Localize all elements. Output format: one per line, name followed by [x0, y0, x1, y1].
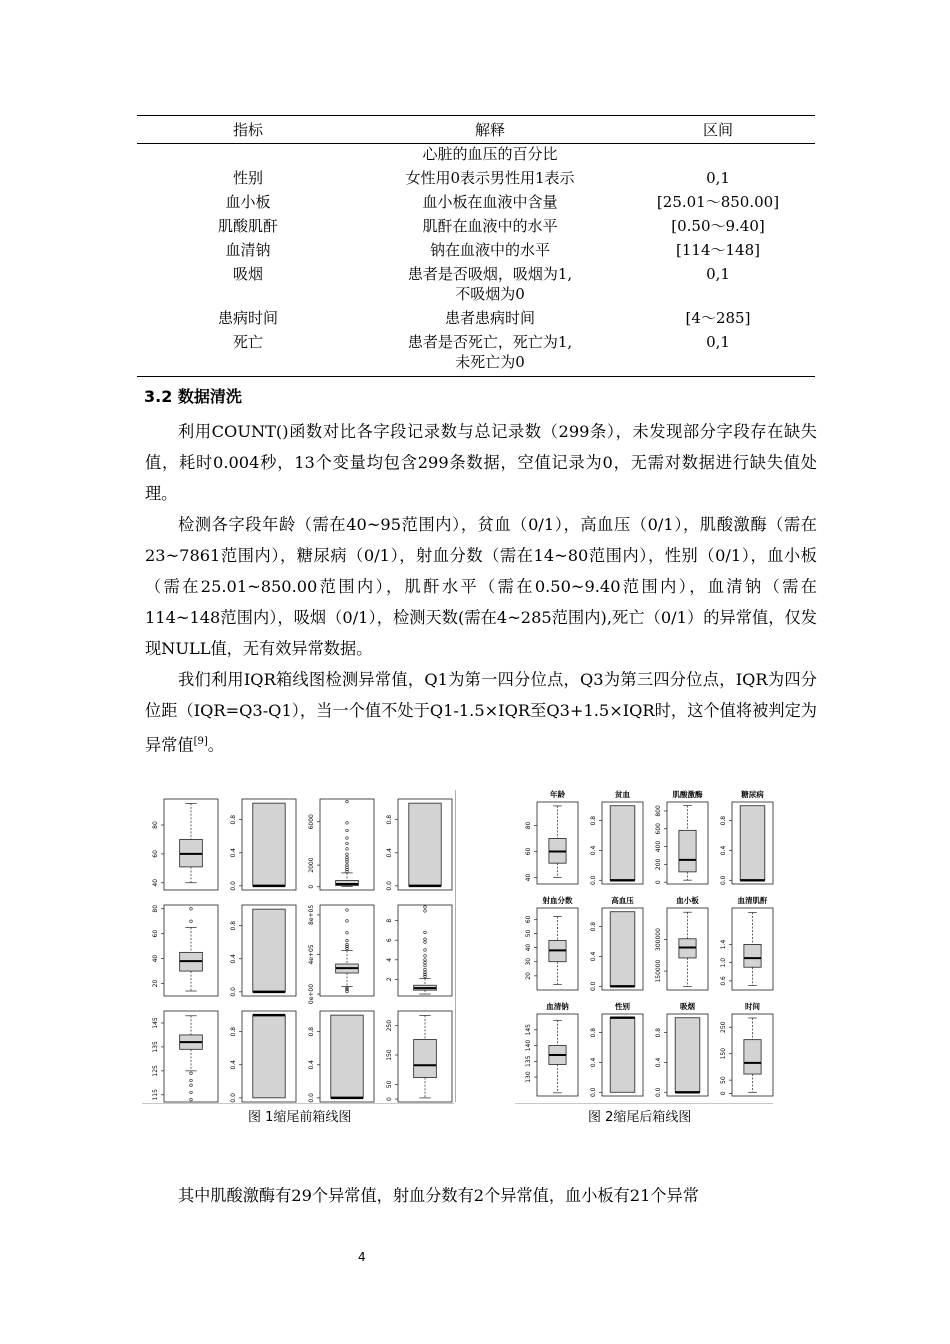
axis-tick-label: 0.0: [230, 987, 237, 997]
axis-tick-label: 250: [386, 1019, 393, 1032]
panel-title: 高血压: [611, 896, 634, 905]
outlier-point: [190, 920, 193, 923]
panel-title: 糖尿病: [741, 790, 764, 799]
panel-title: 血清肌酐: [737, 896, 768, 905]
boxplot-panel: [655, 1001, 708, 1097]
axis-tick-label: 0.4: [230, 1059, 237, 1070]
table-row: [137, 264, 815, 308]
figure-2-boxplots: [515, 788, 777, 1104]
axis-tick-label: 4e+05: [308, 944, 315, 965]
panel-title: 肌酸激酶: [672, 790, 703, 799]
table-row: [137, 332, 815, 377]
figure-1-rule: [142, 1103, 454, 1104]
cell-explanation-line: 血小板在血液中含量: [422, 193, 558, 211]
cell-explanation: [359, 264, 621, 308]
paragraph-3: [145, 664, 817, 760]
boxplot-panel: [230, 905, 296, 997]
cell-explanation: [359, 240, 621, 264]
cell-explanation-line: 患者是否吸烟，吸烟为1,: [407, 265, 573, 283]
axis-tick-label: 0.4: [230, 847, 237, 858]
boxplot-panel: [386, 799, 452, 891]
panel-title: 时间: [745, 1002, 760, 1011]
table-row: [137, 192, 815, 216]
cell-explanation-line: 肌酐在血液中的水平: [422, 217, 558, 235]
axis-tick-label: 0: [308, 884, 315, 889]
axis-tick-label: 0.8: [230, 1026, 237, 1037]
paragraph-1: 利用COUNT()函数对比各字段记录数与总记录数（299条），未发现部分字段存在缺失值，耗时0.004秒，13个变量均包含299条数据，空值记录为0，无需对数据进行缺失值处理。: [145, 422, 817, 503]
axis-tick-label: 150: [386, 1049, 393, 1061]
figure-separator: [455, 790, 456, 1102]
box: [253, 1015, 285, 1098]
cell-indicator: 血清钠: [225, 241, 271, 259]
axis-tick-label: 6: [386, 938, 393, 943]
axis-tick-label: 0.0: [386, 881, 393, 891]
axis-tick-label: 1.4: [720, 939, 727, 950]
boxplot-panel: [386, 1011, 452, 1102]
axis-tick-label: 150: [720, 1047, 727, 1060]
axis-tick-label: 50: [720, 1076, 727, 1084]
panel-title: 性别: [615, 1002, 630, 1011]
axis-tick-label: 0.0: [230, 1093, 237, 1103]
axis-tick-label: 0.8: [308, 1026, 315, 1037]
cell-indicator: 患病时间: [217, 309, 278, 327]
cell-range: [25.01～850.00]: [656, 193, 780, 211]
boxplot-panel: [525, 895, 578, 990]
header-indicator: 指标: [137, 116, 359, 144]
outlier-point: [346, 800, 349, 803]
axis-tick-label: 60: [152, 929, 159, 938]
cell-range: [4～285]: [685, 309, 751, 327]
axis-tick-label: 60: [525, 847, 532, 856]
panel-title: 年龄: [550, 790, 565, 799]
box: [744, 944, 761, 967]
outlier-point: [424, 968, 427, 971]
cell-explanation: [359, 144, 621, 169]
boxplot-panel: [720, 895, 773, 990]
box: [744, 1040, 761, 1074]
outlier-point: [424, 938, 427, 941]
axis-tick-label: 40: [525, 873, 532, 882]
cell-indicator: [137, 144, 359, 169]
box: [610, 806, 635, 881]
panel-title: 血清钠: [546, 1002, 569, 1011]
table-body: [137, 144, 815, 377]
axis-tick-label: 0.0: [655, 1087, 662, 1098]
axis-tick-label: 20: [525, 972, 532, 980]
axis-tick-label: 0.4: [308, 1059, 315, 1070]
axis-tick-label: 600: [655, 823, 662, 835]
outlier-point: [424, 906, 427, 909]
section-heading: 3.2 数据清洗: [144, 387, 242, 406]
axis-tick-label: 8: [386, 918, 393, 923]
axis-tick-label: 50: [525, 929, 532, 938]
boxplot-panel: [386, 905, 452, 996]
axis-tick-label: 135: [525, 1055, 532, 1068]
axis-tick-label: 0.0: [590, 981, 597, 992]
axis-tick-label: 0.8: [720, 815, 727, 826]
box: [740, 806, 765, 881]
panel-title: 射血分数: [542, 896, 573, 905]
paragraph-3-end: 。: [207, 735, 224, 755]
box: [675, 1018, 700, 1093]
box: [414, 1039, 437, 1077]
axis-tick-label: 80: [152, 904, 159, 913]
axis-tick-label: 40: [152, 954, 159, 963]
axis-tick-label: 0.8: [230, 920, 237, 931]
axis-tick-label: 0.4: [230, 953, 237, 964]
cell-indicator: 血小板: [225, 193, 271, 211]
axis-tick-label: 0.0: [720, 875, 727, 886]
axis-tick-label: 0: [655, 880, 662, 885]
boxplot-panel: [525, 1001, 578, 1096]
cell-range: [114～148]: [676, 241, 760, 259]
cell-explanation: [359, 192, 621, 216]
figure-1-caption: 图 1缩尾前箱线图: [248, 1110, 352, 1125]
axis-tick-label: 135: [152, 1041, 159, 1053]
table-row: [137, 308, 815, 332]
axis-tick-label: 0.8: [590, 1027, 597, 1038]
table-row: [137, 240, 815, 264]
boxplot-panel: [720, 789, 773, 885]
boxplot-panel: [308, 905, 374, 1004]
axis-tick-label: 800: [655, 805, 662, 817]
axis-tick-label: 60: [152, 850, 159, 858]
outlier-point: [424, 955, 427, 958]
cell-explanation-line: 患者是否死亡，死亡为1,: [407, 333, 573, 351]
outlier-point: [424, 910, 427, 913]
boxplot-panel: [590, 789, 643, 885]
axis-tick-label: 30: [525, 957, 532, 966]
axis-tick-label: 0.8: [655, 1027, 662, 1038]
axis-tick-label: 250: [720, 1021, 727, 1033]
outlier-point: [346, 822, 349, 825]
panel-title: 血小板: [676, 896, 699, 905]
box: [610, 912, 635, 987]
outlier-point: [190, 1084, 193, 1087]
axis-tick-label: 145: [525, 1024, 532, 1036]
outlier-point: [346, 848, 349, 851]
axis-tick-label: 0.0: [230, 881, 237, 891]
boxplot-panel: [308, 1011, 374, 1103]
boxplot-panel: [152, 1011, 218, 1102]
axis-tick-label: 50: [386, 1080, 393, 1089]
outlier-point: [190, 1098, 193, 1101]
paragraph-2: 检测各字段年龄（需在40~95范围内），贫血（0/1），高血压（0/1），肌酸激酶（需在23~7861范围内），糖尿病（0/1），射血分数（需在14~80范围内），性别（0/1），血小板（需在25.01~850.00范围内），肌酐水平（需在0.50~9.40范围内），血清钠（需在114~148范围内），吸烟（0/1），检测天数(需在4~285范围内),死亡（0/1）的异常值，仅发现NULL值，无有效异常数据。: [145, 515, 817, 658]
axis-tick-label: 2: [386, 977, 393, 982]
axis-tick-label: 0.4: [590, 1057, 597, 1068]
boxplot-panel: [308, 799, 374, 890]
axis-tick-label: 140: [525, 1039, 532, 1052]
cell-range: 0,1: [706, 265, 730, 283]
cell-explanation: [359, 168, 621, 192]
table-row: [137, 216, 815, 240]
table-row: [137, 168, 815, 192]
axis-tick-label: 150000: [655, 959, 662, 983]
cell-range: 0,1: [621, 332, 815, 377]
axis-tick-label: 0: [386, 1097, 393, 1101]
figure-2-rule: [515, 1103, 773, 1104]
box: [253, 909, 285, 992]
figure-1-boxplots: [142, 788, 454, 1104]
axis-tick-label: 8e+05: [308, 904, 315, 925]
axis-tick-label: 0.8: [230, 814, 237, 825]
axis-tick-label: 0.4: [386, 847, 393, 858]
axis-tick-label: 80: [525, 821, 532, 830]
citation-ref: [9]: [193, 736, 208, 747]
axis-tick-label: 2000: [308, 857, 315, 873]
axis-tick-label: 0.0: [590, 1087, 597, 1098]
outlier-point: [190, 1091, 193, 1094]
axis-tick-label: 0.4: [590, 951, 597, 962]
axis-tick-label: 0.0: [308, 1093, 315, 1103]
table-row: [137, 144, 815, 169]
outlier-point: [424, 961, 427, 964]
variable-table: [137, 115, 815, 377]
axis-tick-label: 0.8: [590, 815, 597, 826]
boxplot-panel: [590, 895, 643, 991]
box: [409, 803, 441, 886]
outlier-point: [346, 939, 349, 942]
outlier-point: [346, 853, 349, 856]
cell-explanation-line: 钠在血液中的水平: [429, 241, 550, 259]
axis-tick-label: 40: [525, 943, 532, 952]
axis-tick-label: 0.4: [655, 1057, 662, 1068]
cell-explanation-line: 未死亡为0: [455, 353, 525, 371]
cell-explanation: [359, 216, 621, 240]
outlier-point: [346, 829, 349, 832]
table-header-row: [137, 116, 815, 144]
outlier-point: [424, 958, 427, 961]
boxplot-panel: [590, 1001, 643, 1097]
axis-tick-label: 200: [655, 858, 662, 871]
axis-tick-label: 0.4: [590, 845, 597, 856]
page-number: 4: [358, 1250, 366, 1264]
boxplot-panel: [655, 895, 708, 990]
cell-indicator: 吸烟: [232, 265, 263, 283]
axis-tick-label: 400: [655, 840, 662, 853]
axis-tick-label: 0.4: [720, 845, 727, 856]
cell-range: 0,1: [706, 169, 730, 187]
cell-explanation-line: 不吸烟为0: [455, 285, 525, 303]
cell-indicator: 性别: [232, 169, 263, 187]
cell-indicator: 死亡: [137, 332, 359, 377]
axis-tick-label: 145: [152, 1017, 159, 1029]
boxplot-panel: [230, 1011, 296, 1103]
axis-tick-label: 6000: [308, 814, 315, 830]
boxplot-panel: [152, 905, 218, 996]
boxplot-panel: [720, 1001, 773, 1096]
body-text-continued: [145, 1180, 817, 1211]
cell-range: [0.50～9.40]: [671, 217, 765, 235]
panel-title: 贫血: [615, 790, 630, 799]
outlier-point: [346, 909, 349, 912]
outlier-point: [346, 837, 349, 840]
outlier-point: [424, 949, 427, 952]
figure-2-caption: 图 2缩尾后箱线图: [588, 1110, 692, 1125]
cell-explanation-line: 患者患病时间: [444, 309, 535, 327]
boxplot-panel: [152, 799, 218, 890]
cell-explanation-line: 心脏的血压的百分比: [422, 145, 558, 163]
outlier-point: [346, 920, 349, 923]
outlier-point: [190, 907, 193, 910]
outlier-point: [424, 931, 427, 934]
axis-tick-label: 20: [152, 979, 159, 988]
header-range: 区间: [621, 116, 815, 144]
outlier-point: [346, 931, 349, 934]
outlier-point: [190, 1072, 193, 1075]
axis-tick-label: 0: [720, 1091, 727, 1096]
axis-tick-label: 80: [152, 821, 159, 829]
axis-tick-label: 0e+00: [308, 983, 315, 1005]
box: [253, 803, 285, 886]
cell-indicator: 肌酸肌酐: [217, 217, 278, 235]
body-text-main: [145, 416, 817, 760]
paragraph-3-text: 我们利用IQR箱线图检测异常值，Q1为第一四分位点，Q3为第三四分位点，IQR为四分位距（IQR=Q3-Q1），当一个值不处于Q1-1.5×IQR至Q3+1.5×IQR时，这个值将被判定为异常值: [145, 670, 817, 755]
cell-range: [621, 144, 815, 169]
boxplot-panel: [525, 789, 578, 884]
axis-tick-label: 0.8: [590, 921, 597, 932]
box: [679, 830, 696, 872]
figure-2: [515, 788, 777, 1108]
axis-tick-label: 0.0: [590, 875, 597, 886]
cell-explanation: [359, 332, 621, 377]
box: [331, 1015, 363, 1098]
axis-tick-label: 0.6: [720, 976, 727, 986]
axis-tick-label: 60: [525, 915, 532, 924]
axis-tick-label: 300000: [655, 928, 662, 951]
cell-explanation: [359, 308, 621, 332]
cell-explanation-line: 女性用0表示男性用1表示: [405, 169, 575, 187]
paragraph-4: 其中肌酸激酶有29个异常值，射血分数有2个异常值，血小板有21个异常: [178, 1186, 699, 1205]
outlier-point: [424, 964, 427, 967]
outlier-point: [190, 1079, 193, 1082]
boxplot-panel: [655, 789, 708, 884]
box: [610, 1018, 635, 1093]
figure-1: [142, 788, 454, 1108]
boxplot-panel: [230, 799, 296, 891]
header-explanation: 解释: [359, 116, 621, 144]
axis-tick-label: 125: [152, 1065, 159, 1077]
axis-tick-label: 115: [152, 1089, 159, 1101]
axis-tick-label: 1.0: [720, 957, 727, 968]
axis-tick-label: 130: [525, 1071, 532, 1083]
outlier-point: [346, 842, 349, 845]
outlier-point: [424, 941, 427, 944]
axis-tick-label: 40: [152, 878, 159, 887]
axis-tick-label: 4: [386, 957, 393, 962]
axis-tick-label: 0.8: [386, 814, 393, 825]
panel-title: 吸烟: [680, 1002, 695, 1011]
